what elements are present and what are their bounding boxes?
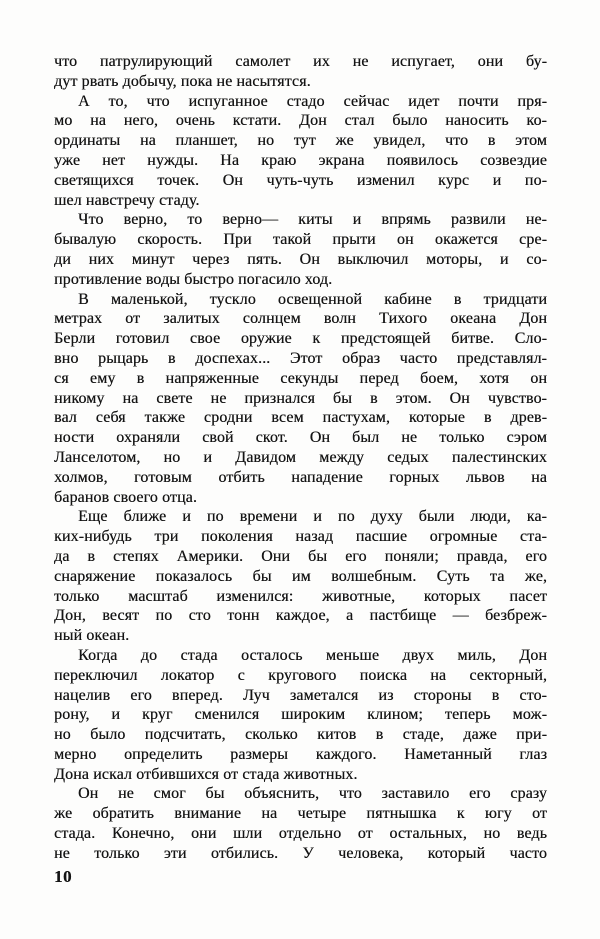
text-line: мерно определить размеры каждого. Наметанный глаз xyxy=(54,745,547,763)
paragraph xyxy=(54,210,547,289)
text-line: ких-нибудь три поколения назад пасшие огромные ста- xyxy=(54,528,547,546)
text-line: дут рвать добычу, пока не насытятся. xyxy=(54,72,311,90)
text-line: Что верно, то верно— киты и впрямь развили не- xyxy=(78,211,547,229)
text-line: Дона искал отбившихся от стада животных. xyxy=(54,765,358,783)
text-line: никому на свете не признался бы в этом. Он чувство- xyxy=(54,389,547,407)
text-line: вно рыцарь в доспехах... Этот образ часто представлял- xyxy=(54,349,547,367)
text-line: ности охраняли свой скот. Он был не только сэром xyxy=(54,429,547,447)
text-line: да в степях Америки. Они бы его поняли; правда, его xyxy=(54,547,547,565)
text-line: ди них минут через пять. Он выключил моторы, и со- xyxy=(54,250,547,268)
text-line: нацелив его вперед. Луч заметался из стороны в сто- xyxy=(54,686,547,704)
text-line: же обратить внимание на четыре пятнышка к югу от xyxy=(54,805,547,823)
paragraph xyxy=(54,646,547,785)
text-line: баранов своего отца. xyxy=(54,488,197,506)
text-line: противление воды быстро погасило ход. xyxy=(54,270,333,288)
paragraph xyxy=(54,52,547,92)
paragraph xyxy=(54,507,547,646)
text-line: стада. Конечно, они шли отдельно от остальных, но ведь xyxy=(54,825,547,843)
paragraph xyxy=(54,92,547,211)
text-line: бывалую скорость. При такой прыти он окажется сре- xyxy=(54,231,547,249)
page-number: 10 xyxy=(54,867,72,886)
text-line: Берли готовил свое оружие к предстоящей битве. Сло- xyxy=(54,330,547,348)
text-line: Когда до стада осталось меньше двух миль, Дон xyxy=(78,646,547,664)
text-line: не только эти отбились. У человека, который часто xyxy=(54,844,547,862)
text-line: ся ему в напряженные секунды перед боем, хотя он xyxy=(54,369,547,387)
text-line: А то, что испуганное стадо сейчас идет почти пря- xyxy=(78,92,547,110)
text-line: ный океан. xyxy=(54,627,130,645)
text-line: уже нет нужды. На краю экрана появилось созвездие xyxy=(54,151,547,169)
text-line: Дон, весят по сто тонн каждое, а пастбище — безбреж- xyxy=(54,607,547,625)
text-line: мо на него, очень кстати. Дон стал было наносить ко- xyxy=(54,112,547,130)
text-line: что патрулирующий самолет их не испугает, они бу- xyxy=(54,53,547,70)
text-line: Еще ближе и по времени и по духу были люди, ка- xyxy=(78,508,547,526)
page-text xyxy=(54,52,547,864)
text-line: переключил локатор с кругового поиска на секторный, xyxy=(54,666,547,684)
text-line: снаряжение показалось бы им волшебным. Суть та же, xyxy=(54,567,547,585)
text-line: шел навстречу стаду. xyxy=(54,191,200,209)
text-line: Ланселотом, но и Давидом между седых палестинских xyxy=(54,448,547,466)
text-line: Он не смог бы объяснить, что заставило его сразу xyxy=(78,785,547,803)
text-line: светящихся точек. Он чуть-чуть изменил курс и по- xyxy=(54,171,547,189)
text-line: но было подсчитать, сколько китов в стаде, даже при- xyxy=(54,726,547,744)
text-line: вал себя также сродни всем пастухам, которые в древ- xyxy=(54,409,547,427)
text-line: ординаты на планшет, но тут же увидел, что в этом xyxy=(54,132,547,150)
paragraph xyxy=(54,784,547,863)
text-line: В маленькой, тускло освещенной кабине в тридцати xyxy=(78,290,547,308)
paragraph xyxy=(54,290,547,508)
text-line: только масштаб изменился: животные, которых пасет xyxy=(54,587,547,605)
text-line: рону, и круг сменился широким клином; теперь мож- xyxy=(54,706,547,724)
text-line: холмов, готовым отбить нападение горных львов на xyxy=(54,468,547,486)
text-line: метрах от залитых солнцем волн Тихого океана Дон xyxy=(54,310,547,328)
